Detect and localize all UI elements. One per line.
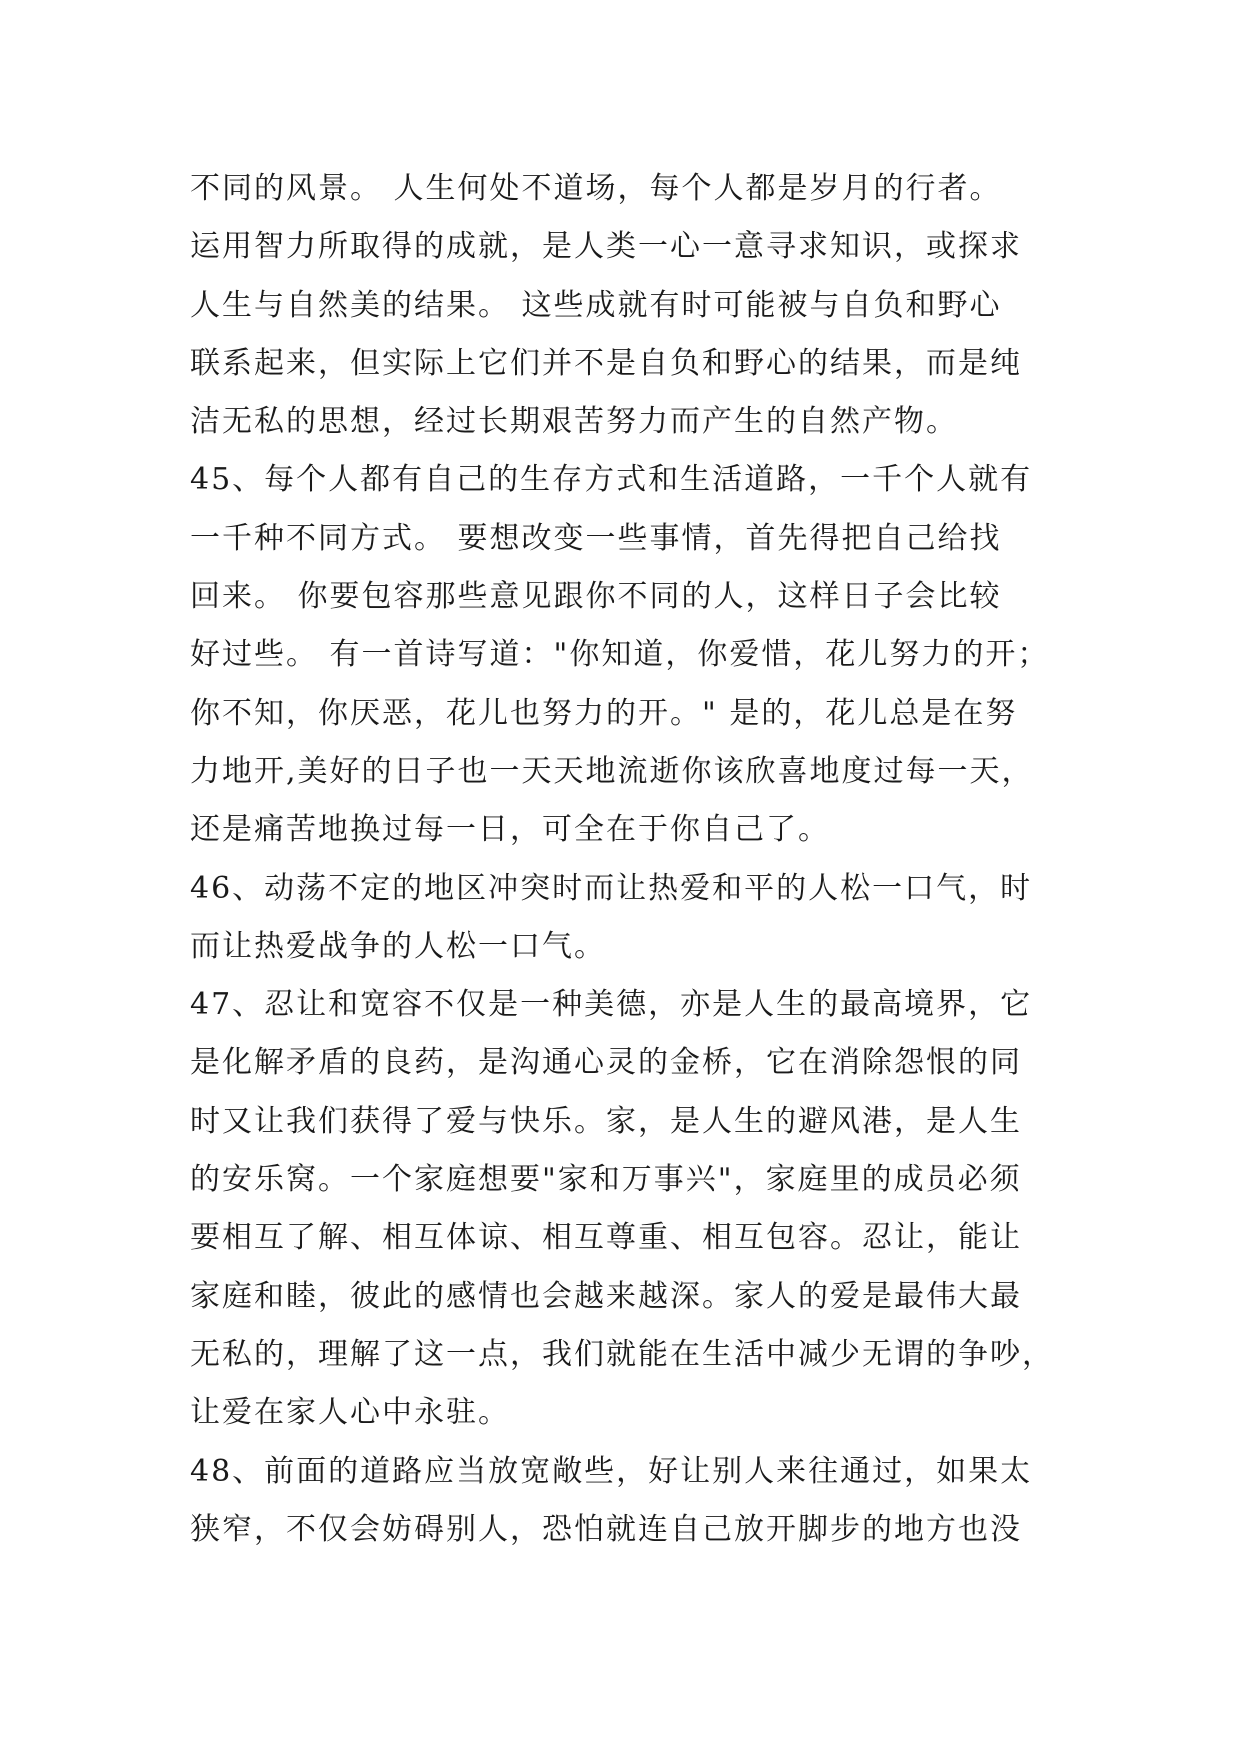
text-line: 好过些。 有一首诗写道："你知道，你爱惜，花儿努力的开； — [190, 637, 1050, 673]
paragraph-48-line: 48、前面的道路应当放宽敞些，好让别人来往通过，如果太 — [190, 1453, 1033, 1489]
text-line: 还是痛苦地换过每一日，可全在于你自己了。 — [190, 812, 830, 848]
text-line: 让爱在家人心中永驻。 — [190, 1395, 510, 1431]
text-line: 而让热爱战争的人松一口气。 — [190, 928, 606, 964]
paragraph-46-line: 46、动荡不定的地区冲突时而让热爱和平的人松一口气，时 — [190, 870, 1033, 906]
text-line: 一千种不同方式。 要想改变一些事情，首先得把自己给找 — [190, 520, 1002, 556]
text-line: 家庭和睦，彼此的感情也会越来越深。家人的爱是最伟大最 — [190, 1278, 1022, 1314]
text-line: 运用智力所取得的成就，是人类一心一意寻求知识，或探求 — [190, 229, 1022, 265]
text-line: 联系起来，但实际上它们并不是自负和野心的结果，而是纯 — [190, 345, 1022, 381]
paragraph-47-line: 47、忍让和宽容不仅是一种美德，亦是人生的最高境界，它 — [190, 987, 1033, 1023]
text-line: 要相互了解、相互体谅、相互尊重、相互包容。忍让，能让 — [190, 1220, 1022, 1256]
text-line: 时又让我们获得了爱与快乐。家，是人生的避风港，是人生 — [190, 1103, 1022, 1139]
text-line: 无私的，理解了这一点，我们就能在生活中减少无谓的争吵， — [190, 1336, 1054, 1372]
text-line: 狭窄，不仅会妨碍别人，恐怕就连自己放开脚步的地方也没 — [190, 1511, 1022, 1547]
text-line: 是化解矛盾的良药，是沟通心灵的金桥，它在消除怨恨的同 — [190, 1045, 1022, 1081]
body-text — [190, 160, 1058, 1559]
text-line: 的安乐窝。一个家庭想要"家和万事兴"，家庭里的成员必须 — [190, 1162, 1022, 1198]
text-line: 洁无私的思想，经过长期艰苦努力而产生的自然产物。 — [190, 404, 958, 440]
text-line: 力地开,美好的日子也一天天地流逝你该欣喜地度过每一天， — [190, 753, 1034, 789]
text-line: 回来。 你要包容那些意见跟你不同的人，这样日子会比较 — [190, 579, 1002, 615]
text-line: 人生与自然美的结果。 这些成就有时可能被与自负和野心 — [190, 287, 1002, 323]
paragraph-45-line: 45、每个人都有自己的生存方式和生活道路，一千个人就有 — [190, 462, 1033, 498]
text-line: 不同的风景。 人生何处不道场，每个人都是岁月的行者。 — [190, 171, 1002, 206]
text-line: 你不知，你厌恶，花儿也努力的开。" 是的，花儿总是在努 — [190, 695, 1018, 731]
